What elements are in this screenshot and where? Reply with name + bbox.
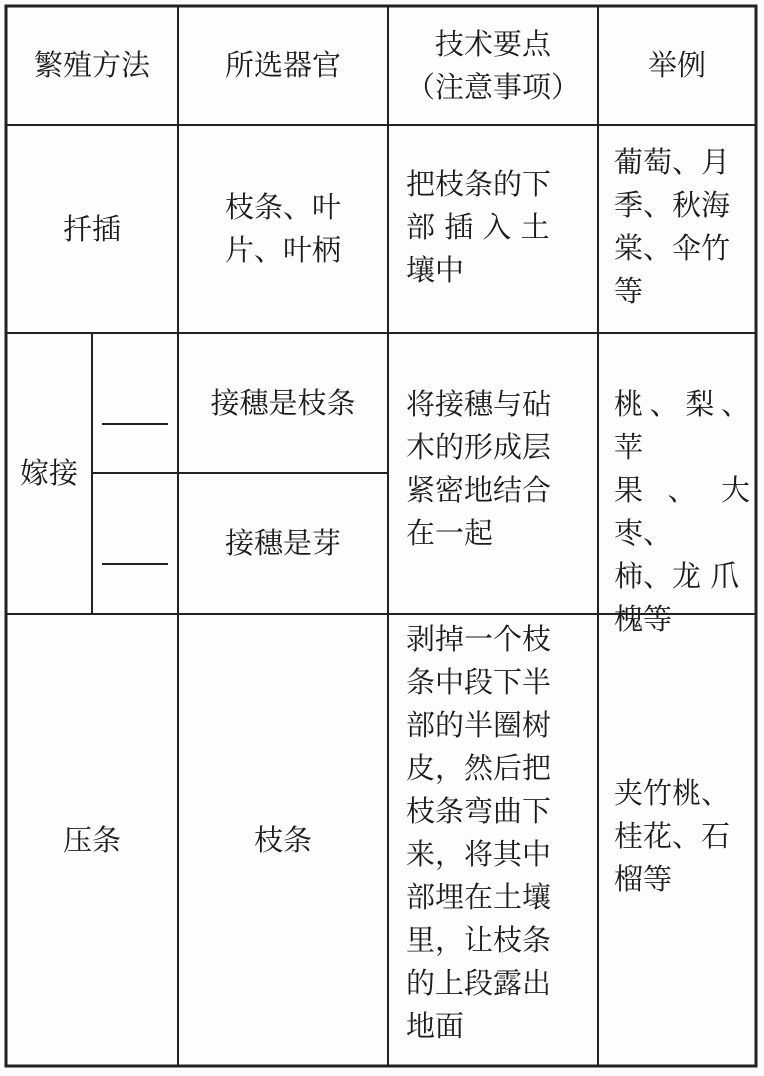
header-organ: 所选器官	[224, 48, 341, 82]
layering-example: 夹竹桃、 桂花、石 榴等	[614, 776, 731, 896]
cutting-technique: 把枝条的下 部 插 入 土 壤中	[406, 167, 552, 287]
cutting-example: 葡萄、月 季、秋海 棠、伞竹 等	[614, 145, 731, 308]
header-technique: 技术要点 （注意事项）	[405, 26, 580, 104]
grafting-organ-branch: 接穗是枝条	[210, 385, 356, 420]
header-method: 繁殖方法	[33, 48, 150, 82]
cutting-method: 扦插	[62, 211, 121, 246]
grafting-blank-2	[102, 563, 168, 565]
layering-method: 压条	[62, 822, 121, 857]
layering-organ: 枝条	[253, 822, 312, 857]
header-example: 举例	[647, 48, 706, 82]
grafting-example: 桃、梨、苹 果、大枣、 柿、龙 爪 槐等	[614, 387, 750, 636]
grafting-technique: 将接穗与砧 木的形成层 紧密地结合 在一起	[406, 387, 552, 550]
cutting-organ: 枝条、叶 片、叶柄	[224, 190, 341, 267]
grafting-blank-1	[102, 423, 168, 425]
grafting-method: 嫁接	[19, 456, 78, 490]
grafting-organ-bud: 接穗是芽	[224, 526, 341, 560]
layering-technique: 剥掉一个枝 条中段下半 部的半圈树 皮，然后把 枝条弯曲下 来，将其中 部埋在土壤 里，让枝条 的上段露出 地面	[406, 622, 552, 1043]
